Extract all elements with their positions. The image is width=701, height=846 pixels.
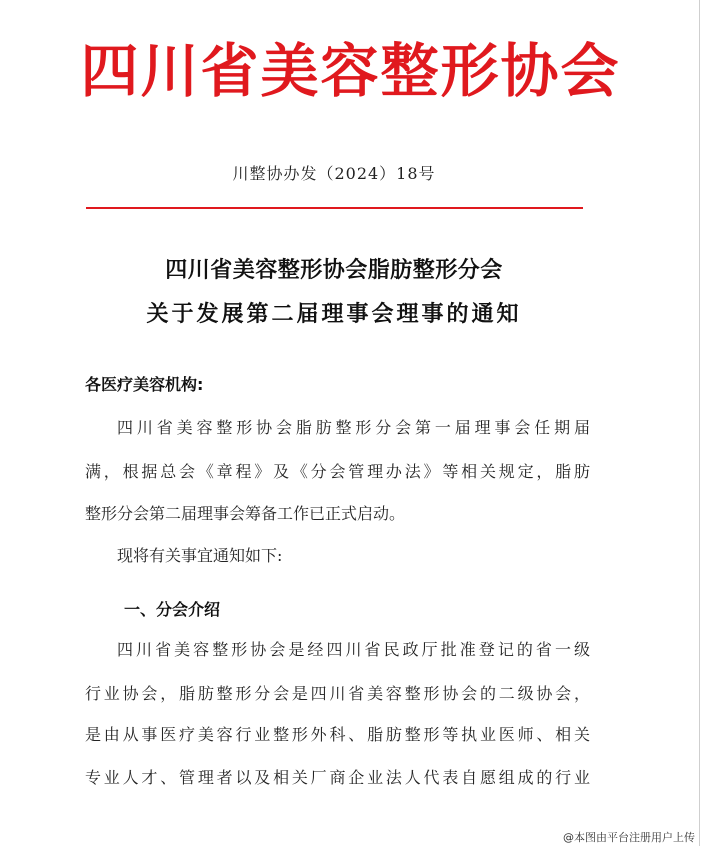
notice-title-line-1: 四川省美容整形协会脂肪整形分会	[165, 258, 503, 283]
intro-line-3: 整形分会第二届理事会筹备工作已正式启动。	[85, 504, 406, 523]
section-1-line-3: 是由从事医疗美容行业整形外科、脂肪整形等执业医师、相关	[85, 725, 590, 744]
section-1-line-1: 四川省美容整形协会是经四川省民政厅批准登记的省一级	[117, 640, 590, 659]
section-1-line-2: 行业协会，脂肪整形分会是四川省美容整形协会的二级协会，	[85, 684, 590, 703]
platform-watermark: @本图由平台注册用户上传	[563, 831, 695, 844]
page-edge	[699, 0, 700, 846]
addressee: 各医疗美容机构:	[85, 375, 204, 394]
section-1-heading: 一、分会介绍	[124, 600, 221, 619]
notice-title-line-2: 关于发展第二届理事会理事的通知	[146, 302, 522, 327]
document-number: 川整协办发（2024）18号	[232, 164, 436, 183]
intro-line-2: 满，根据总会《章程》及《分会管理办法》等相关规定，脂肪	[85, 462, 590, 481]
intro-line-1: 四川省美容整形协会脂肪整形分会第一届理事会任期届	[117, 418, 590, 437]
section-1-line-4: 专业人才、管理者以及相关厂商企业法人代表自愿组成的行业	[85, 768, 590, 787]
announce-line: 现将有关事宜通知如下:	[117, 546, 283, 565]
header-divider	[86, 207, 583, 209]
org-header-title: 四川省美容整形协会	[80, 37, 621, 105]
